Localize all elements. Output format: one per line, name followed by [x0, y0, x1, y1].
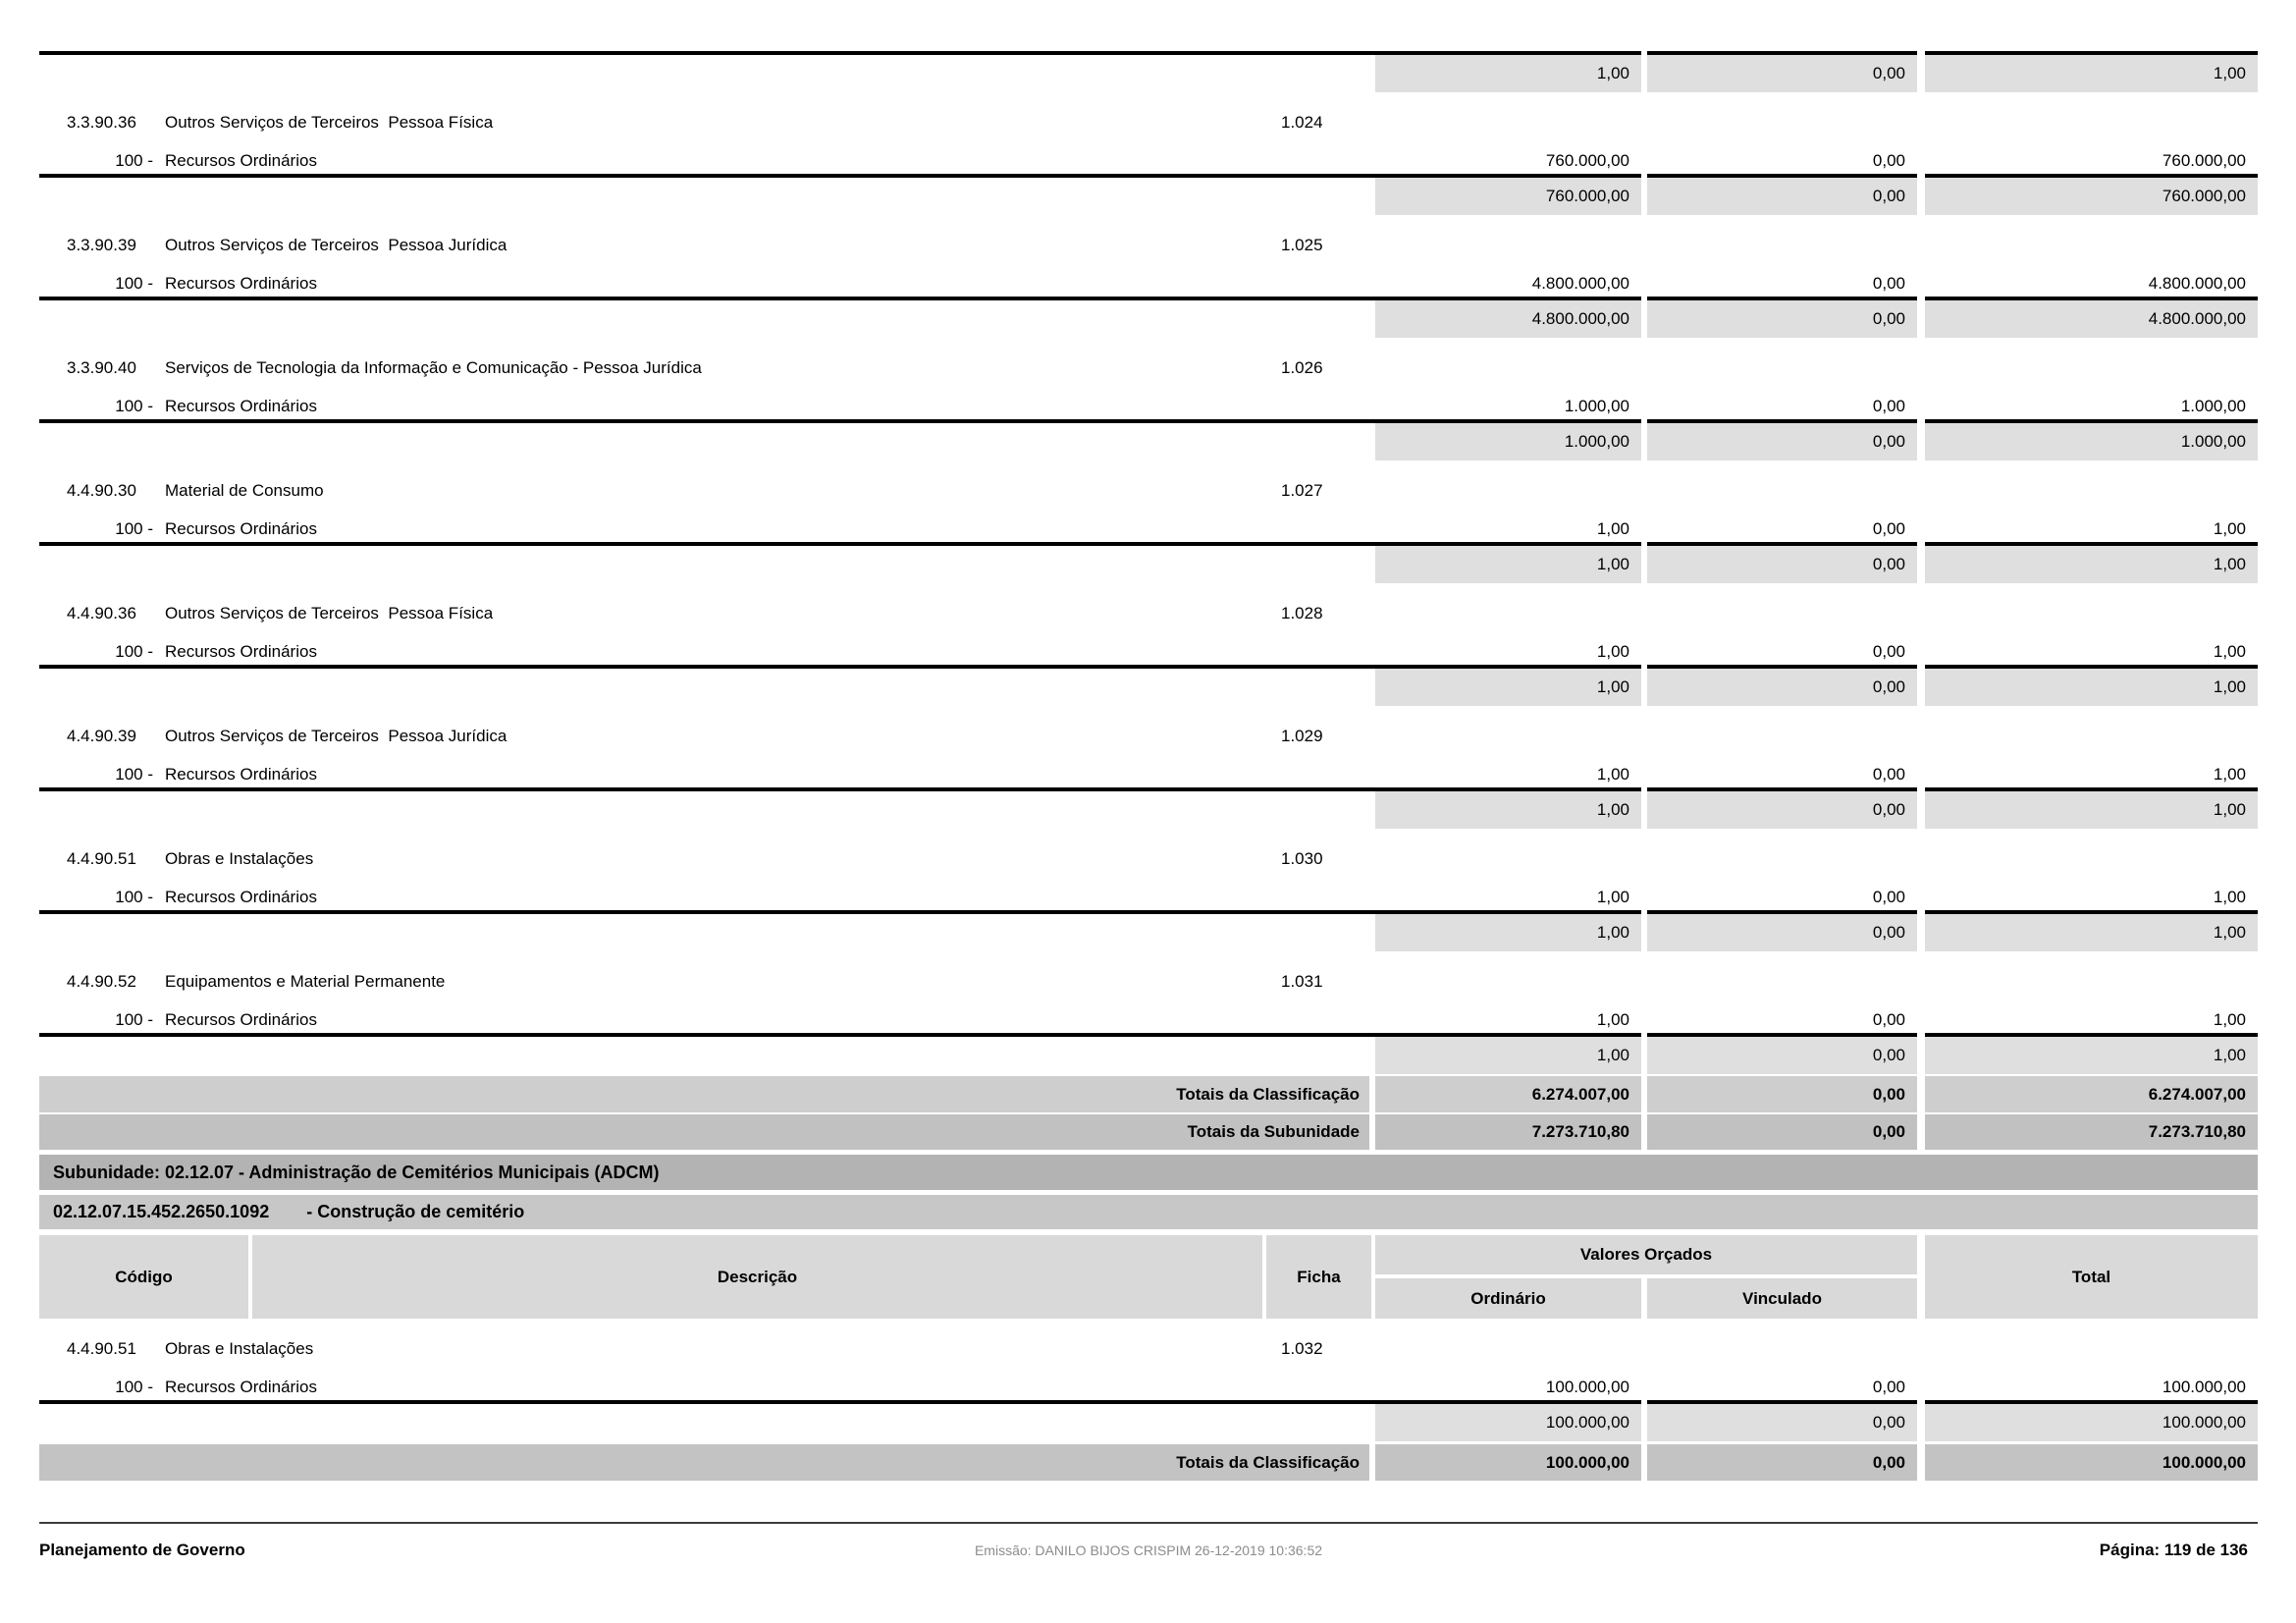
resource-code: 100 - — [115, 765, 153, 784]
classification-description: Material de Consumo — [165, 481, 324, 500]
footer-emission-info: Emissão: DANILO BIJOS CRISPIM 26-12-2019 10:36:52 — [974, 1542, 1323, 1558]
resource-name: Recursos Ordinários — [165, 888, 317, 906]
resource-name: Recursos Ordinários — [165, 1010, 317, 1029]
totais-total-value: 7.273.710,80 — [1925, 1114, 2258, 1150]
subunidade-band — [39, 1155, 2258, 1190]
classification-block — [0, 92, 2296, 215]
resource-row — [39, 639, 2258, 665]
header-codigo: Código — [39, 1235, 248, 1319]
resource-ordinario-value: 1,00 — [1596, 1010, 1629, 1029]
resource-ordinario-value: 4.800.000,00 — [1531, 274, 1629, 293]
classification-block — [0, 338, 2296, 460]
subtotal-ordinario-value: 1,00 — [1375, 55, 1641, 92]
header-vinculado: Vinculado — [1647, 1278, 1917, 1319]
table-header-row — [39, 1235, 2258, 1319]
program-band — [39, 1195, 2258, 1229]
classification-description: Outros Serviços de Terceiros Pessoa Jurídica — [165, 727, 507, 745]
subtotal-ordinario-value: 1.000,00 — [1375, 423, 1641, 460]
classification-block — [0, 1319, 2296, 1441]
classification-description: Obras e Instalações — [165, 1339, 314, 1358]
subtotal-ordinario-value: 1,00 — [1375, 669, 1641, 706]
classification-code: 3.3.90.39 — [67, 236, 136, 254]
header-ordinario: Ordinário — [1375, 1278, 1641, 1319]
resource-name: Recursos Ordinários — [165, 519, 317, 538]
resource-row — [39, 148, 2258, 174]
resource-total-value: 1,00 — [2213, 765, 2246, 784]
resource-name: Recursos Ordinários — [165, 397, 317, 415]
subtotal-vinculado-value: 0,00 — [1647, 1037, 1917, 1074]
subtotal-row — [39, 1404, 2258, 1441]
subtotal-ordinario-value: 1,00 — [1375, 791, 1641, 829]
classification-code: 4.4.90.51 — [67, 1339, 136, 1358]
classification-row — [39, 724, 2258, 749]
resource-ordinario-value: 1.000,00 — [1564, 397, 1629, 415]
ficha-number: 1.029 — [1281, 727, 1323, 745]
resource-row — [39, 1007, 2258, 1033]
resource-name: Recursos Ordinários — [165, 1378, 317, 1396]
resource-row — [39, 271, 2258, 297]
classification-block — [0, 460, 2296, 583]
resource-ordinario-value: 1,00 — [1596, 888, 1629, 906]
totais-vinculado-value: 0,00 — [1647, 1114, 1917, 1150]
classification-row — [39, 601, 2258, 626]
classification-description: Outros Serviços de Terceiros Pessoa Física — [165, 604, 494, 622]
totais-classificacao-row — [39, 1444, 2258, 1481]
classification-row — [39, 1336, 2258, 1362]
classification-code: 4.4.90.52 — [67, 972, 136, 991]
subtotal-ordinario-value: 1,00 — [1375, 1037, 1641, 1074]
classification-row — [39, 233, 2258, 258]
subtotal-ordinario-value: 100.000,00 — [1375, 1404, 1641, 1441]
ficha-number: 1.027 — [1281, 481, 1323, 500]
resource-code: 100 - — [115, 642, 153, 661]
footer-report-title: Planejamento de Governo — [39, 1541, 245, 1559]
resource-vinculado-value: 0,00 — [1872, 888, 1905, 906]
ficha-number: 1.032 — [1281, 1339, 1323, 1358]
resource-total-value: 4.800.000,00 — [2148, 274, 2246, 293]
resource-ordinario-value: 100.000,00 — [1545, 1378, 1629, 1396]
subtotal-total-value: 4.800.000,00 — [1925, 300, 2258, 338]
resource-row — [39, 762, 2258, 787]
ficha-number: 1.031 — [1281, 972, 1323, 991]
subtotal-total-value: 1,00 — [1925, 1037, 2258, 1074]
resource-code: 100 - — [115, 151, 153, 170]
classification-code: 4.4.90.30 — [67, 481, 136, 500]
classification-code: 3.3.90.40 — [67, 358, 136, 377]
footer-row — [39, 1538, 2258, 1563]
subtotal-vinculado-value: 0,00 — [1647, 423, 1917, 460]
ficha-number: 1.026 — [1281, 358, 1323, 377]
resource-vinculado-value: 0,00 — [1872, 1010, 1905, 1029]
footer-rule — [39, 1522, 2258, 1524]
classification-row — [39, 969, 2258, 995]
resource-ordinario-value: 760.000,00 — [1545, 151, 1629, 170]
header-valores-orcados: Valores Orçados — [1375, 1235, 1917, 1274]
subtotal-row — [39, 300, 2258, 338]
subtotal-row — [39, 914, 2258, 951]
classification-block — [0, 829, 2296, 951]
subtotal-vinculado-value: 0,00 — [1647, 300, 1917, 338]
subtotal-row — [39, 1037, 2258, 1074]
classification-row — [39, 846, 2258, 872]
resource-code: 100 - — [115, 274, 153, 293]
header-total: Total — [1925, 1235, 2258, 1319]
resource-ordinario-value: 1,00 — [1596, 642, 1629, 661]
resource-total-value: 760.000,00 — [2162, 151, 2246, 170]
classification-code: 4.4.90.51 — [67, 849, 136, 868]
subtotal-row — [39, 791, 2258, 829]
subtotal-vinculado-value: 0,00 — [1647, 669, 1917, 706]
resource-name: Recursos Ordinários — [165, 274, 317, 293]
resource-vinculado-value: 0,00 — [1872, 274, 1905, 293]
resource-vinculado-value: 0,00 — [1872, 151, 1905, 170]
subtotal-total-value: 1,00 — [1925, 55, 2258, 92]
totais-total-value: 100.000,00 — [1925, 1444, 2258, 1481]
resource-ordinario-value: 1,00 — [1596, 765, 1629, 784]
header-descricao: Descrição — [252, 1235, 1262, 1319]
resource-vinculado-value: 0,00 — [1872, 765, 1905, 784]
totais-subunidade-label: Totais da Subunidade — [39, 1114, 1369, 1150]
program-code: 02.12.07.15.452.2650.1092 — [53, 1202, 270, 1221]
classification-description: Obras e Instalações — [165, 849, 314, 868]
classification-row — [39, 110, 2258, 135]
classification-code: 4.4.90.36 — [67, 604, 136, 622]
subtotal-row — [39, 423, 2258, 460]
resource-row — [39, 1375, 2258, 1400]
resource-code: 100 - — [115, 1010, 153, 1029]
subtotal-vinculado-value: 0,00 — [1647, 546, 1917, 583]
resource-row — [39, 394, 2258, 419]
subtotal-total-value: 100.000,00 — [1925, 1404, 2258, 1441]
resource-vinculado-value: 0,00 — [1872, 642, 1905, 661]
subtotal-ordinario-value: 1,00 — [1375, 914, 1641, 951]
ficha-number: 1.024 — [1281, 113, 1323, 132]
resource-vinculado-value: 0,00 — [1872, 397, 1905, 415]
resource-code: 100 - — [115, 888, 153, 906]
totais-total-value: 6.274.007,00 — [1925, 1076, 2258, 1112]
classification-description: Serviços de Tecnologia da Informação e Comunicação - Pessoa Jurídica — [165, 358, 702, 377]
subtotal-total-value: 1,00 — [1925, 914, 2258, 951]
resource-name: Recursos Ordinários — [165, 151, 317, 170]
resource-total-value: 1.000,00 — [2180, 397, 2246, 415]
subtotal-row — [39, 178, 2258, 215]
subtotal-total-value: 1,00 — [1925, 669, 2258, 706]
totais-subunidade-row — [39, 1114, 2258, 1150]
ficha-number: 1.030 — [1281, 849, 1323, 868]
totais-ordinario-value: 100.000,00 — [1375, 1444, 1641, 1481]
classification-block — [0, 951, 2296, 1074]
resource-code: 100 - — [115, 519, 153, 538]
subtotal-ordinario-value: 4.800.000,00 — [1375, 300, 1641, 338]
classification-block — [0, 583, 2296, 706]
totais-ordinario-value: 6.274.007,00 — [1375, 1076, 1641, 1112]
header-ficha: Ficha — [1266, 1235, 1371, 1319]
classification-row — [39, 355, 2258, 381]
orphan-subtotal-row — [39, 55, 2258, 92]
resource-total-value: 1,00 — [2213, 519, 2246, 538]
classification-description: Outros Serviços de Terceiros Pessoa Física — [165, 113, 494, 132]
subtotal-total-value: 760.000,00 — [1925, 178, 2258, 215]
resource-total-value: 1,00 — [2213, 642, 2246, 661]
totais-classificacao-label: Totais da Classificação — [39, 1444, 1369, 1481]
classification-description: Equipamentos e Material Permanente — [165, 972, 446, 991]
resource-row — [39, 885, 2258, 910]
subtotal-vinculado-value: 0,00 — [1647, 178, 1917, 215]
subtotal-row — [39, 546, 2258, 583]
resource-total-value: 1,00 — [2213, 888, 2246, 906]
footer-page-number: Página: 119 de 136 — [2099, 1541, 2248, 1559]
resource-code: 100 - — [115, 1378, 153, 1396]
subtotal-ordinario-value: 1,00 — [1375, 546, 1641, 583]
totais-classificacao-label: Totais da Classificação — [39, 1076, 1369, 1112]
resource-name: Recursos Ordinários — [165, 765, 317, 784]
subtotal-row — [39, 669, 2258, 706]
totais-vinculado-value: 0,00 — [1647, 1444, 1917, 1481]
ficha-number: 1.028 — [1281, 604, 1323, 622]
totais-ordinario-value: 7.273.710,80 — [1375, 1114, 1641, 1150]
resource-row — [39, 516, 2258, 542]
classification-description: Outros Serviços de Terceiros Pessoa Jurídica — [165, 236, 507, 254]
resource-vinculado-value: 0,00 — [1872, 1378, 1905, 1396]
classification-code: 3.3.90.36 — [67, 113, 136, 132]
classification-row — [39, 478, 2258, 504]
subtotal-vinculado-value: 0,00 — [1647, 55, 1917, 92]
ficha-number: 1.025 — [1281, 236, 1323, 254]
classification-code: 4.4.90.39 — [67, 727, 136, 745]
subtotal-total-value: 1.000,00 — [1925, 423, 2258, 460]
classification-block — [0, 215, 2296, 338]
subtotal-vinculado-value: 0,00 — [1647, 791, 1917, 829]
resource-name: Recursos Ordinários — [165, 642, 317, 661]
resource-total-value: 100.000,00 — [2162, 1378, 2246, 1396]
subtotal-total-value: 1,00 — [1925, 791, 2258, 829]
totais-classificacao-row — [39, 1076, 2258, 1112]
resource-code: 100 - — [115, 397, 153, 415]
resource-total-value: 1,00 — [2213, 1010, 2246, 1029]
subunidade-title: Subunidade: 02.12.07 - Administração de Cemitérios Municipais (ADCM) — [53, 1162, 660, 1182]
subtotal-vinculado-value: 0,00 — [1647, 914, 1917, 951]
totais-vinculado-value: 0,00 — [1647, 1076, 1917, 1112]
resource-vinculado-value: 0,00 — [1872, 519, 1905, 538]
subtotal-vinculado-value: 0,00 — [1647, 1404, 1917, 1441]
program-name: - Construção de cemitério — [306, 1202, 525, 1221]
resource-ordinario-value: 1,00 — [1596, 519, 1629, 538]
subtotal-ordinario-value: 760.000,00 — [1375, 178, 1641, 215]
classification-block — [0, 706, 2296, 829]
subtotal-total-value: 1,00 — [1925, 546, 2258, 583]
